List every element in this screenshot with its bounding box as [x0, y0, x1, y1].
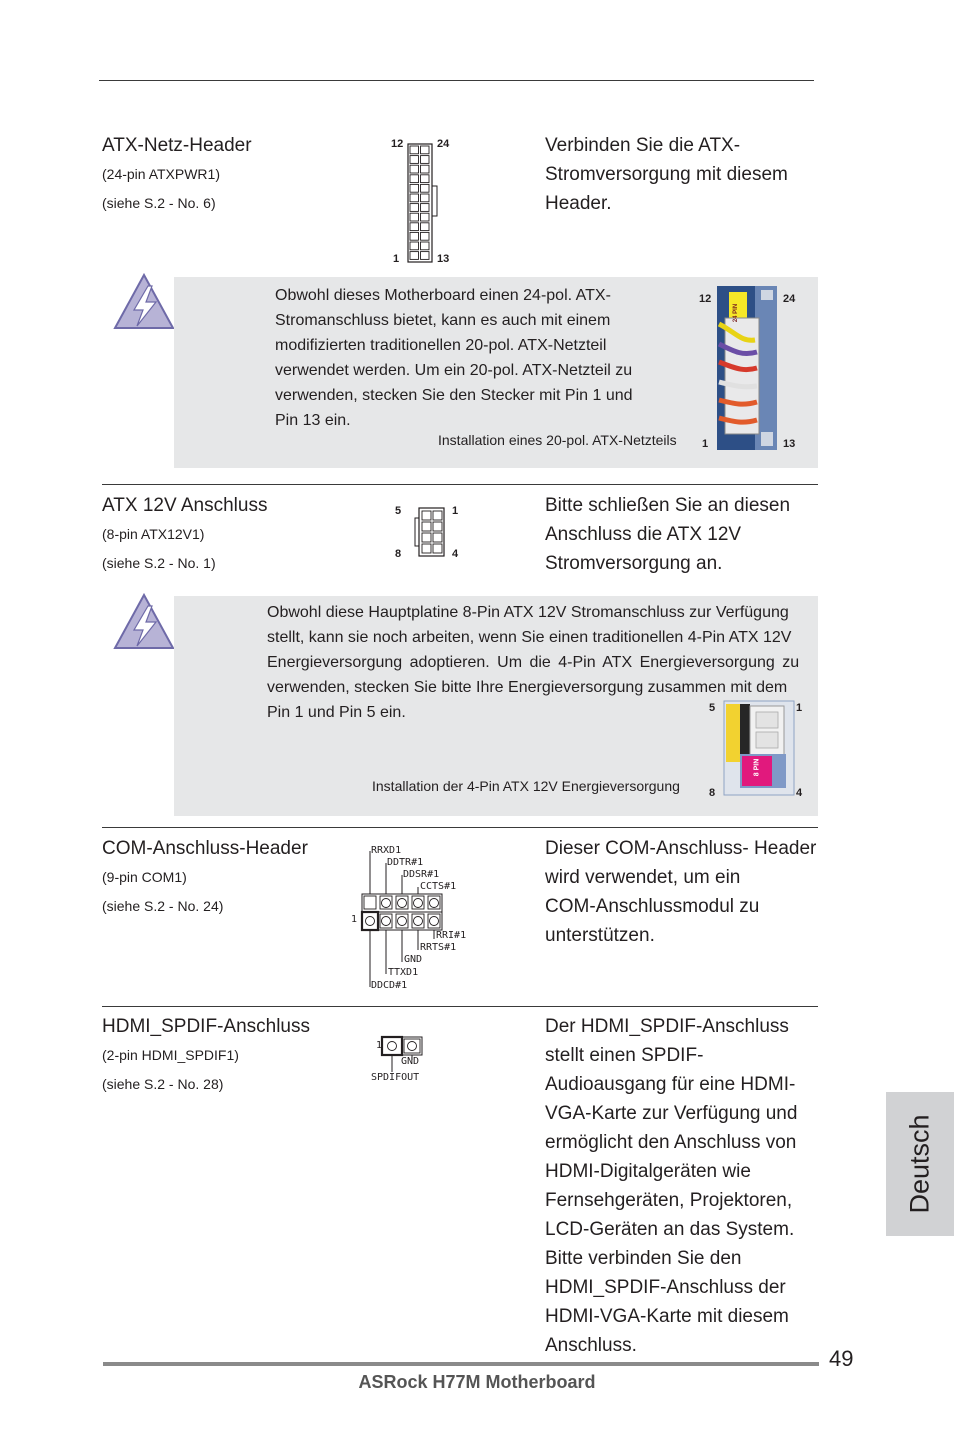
page-number: 49 [829, 1346, 854, 1371]
top-rule [99, 80, 814, 81]
warning-icon [112, 592, 176, 652]
atx-pin-cell [410, 213, 419, 221]
atx-pin-cell [421, 156, 430, 164]
note-line: modifizierten traditionellen 20-pol. ATX-Netzteil [275, 337, 607, 354]
note-line: Obwohl diese Hauptplatine 8-Pin ATX 12V Stromanschluss zur Verfügung [267, 604, 789, 621]
hdmi-description [545, 1012, 797, 1360]
section-rule [102, 484, 818, 485]
photo-pin-13: 13 [783, 438, 796, 450]
section-rule [102, 827, 818, 828]
atx-desc-line: Verbinden Sie die ATX- [545, 135, 741, 156]
atx-pin-info: (24-pin ATXPWR1) [102, 166, 220, 182]
com-desc-line: unterstützen. [545, 925, 655, 946]
hdmi-desc-line: Audioausgang für eine HDMI- [545, 1074, 796, 1095]
atx-pin-cell [421, 194, 430, 202]
hdmi-desc-line: HDMI-Digitalgeräten wie [545, 1161, 751, 1182]
com-connector-diagram [348, 842, 472, 994]
note-line: Stromanschluss bietet, kann es auch mit einem [275, 312, 611, 329]
atx12v-pin-5: 5 [395, 505, 402, 517]
note-line: Obwohl dieses Motherboard einen 24-pol. ATX- [275, 287, 611, 304]
hdmi-label-spdifout: SPDIFOUT [371, 1072, 420, 1083]
atx-install-drawing [695, 282, 805, 454]
atx12v-pin-1: 1 [452, 505, 459, 517]
note-atx12v-caption: Installation der 4-Pin ATX 12V Energieversorgung [372, 778, 680, 794]
atx-pin-cell [421, 213, 430, 221]
atx-24pin-drawing [385, 136, 455, 268]
photo-pin-5: 5 [709, 702, 716, 714]
com-desc-line: Dieser COM-Anschluss- Header [545, 838, 817, 859]
atx12v-pin-8: 8 [395, 548, 402, 560]
atx12v-install-drawing [704, 698, 810, 802]
com-label-ddsr1: DDSR#1 [403, 869, 440, 880]
atx-pin-cell [410, 223, 419, 231]
photo-pin-1: 1 [796, 702, 803, 714]
atx12v-connector-diagram [390, 500, 470, 566]
hdmi-desc-line: VGA-Karte zur Verfügung und [545, 1103, 798, 1124]
language-tab [886, 1092, 954, 1236]
atx12v-pin-info: (8-pin ATX12V1) [102, 526, 205, 542]
photo-24pin-label: 24 PIN [733, 303, 740, 323]
com-label-rri1: RRI#1 [436, 930, 467, 941]
atx-pin-cell [421, 184, 430, 192]
atx12v-ref: (siehe S.2 - No. 1) [102, 555, 216, 571]
atx-pin-cell [410, 242, 419, 250]
hdmi-pin-info: (2-pin HDMI_SPDIF1) [102, 1047, 239, 1063]
atx-pin-1: 1 [393, 253, 400, 265]
photo-pin-8: 8 [709, 787, 716, 799]
atx12v-install-photo [704, 698, 810, 802]
atx-pin-cell [410, 146, 419, 154]
hdmi-desc-line: HDMI_SPDIF-Anschluss der [545, 1277, 786, 1298]
photo-8pin-label: 8 PIN [753, 758, 761, 777]
atx-pin-cell [410, 194, 419, 202]
warning-icon [112, 272, 176, 332]
atx-install-photo [695, 282, 805, 454]
atx-connector-diagram [385, 136, 455, 268]
com-desc-line: COM-Anschlussmodul zu [545, 896, 760, 917]
atx-pin-cell [410, 165, 419, 173]
atx-pin-cell [410, 204, 419, 212]
hdmi-label-gnd: GND [401, 1056, 420, 1067]
hdmi-desc-line: HDMI-VGA-Karte mit diesem [545, 1306, 789, 1327]
com-label-ddtr1: DDTR#1 [387, 857, 424, 868]
atx-pin-cell [410, 184, 419, 192]
atx-pin-12: 12 [391, 138, 404, 150]
hdmi-desc-line: Der HDMI_SPDIF-Anschluss [545, 1016, 789, 1037]
com-label-ttxd1: TTXD1 [388, 967, 419, 978]
hdmi-desc-line: Fernsehgeräten, Projektoren, [545, 1190, 793, 1211]
hdmi-desc-line: stellt einen SPDIF- [545, 1045, 704, 1066]
atx-desc-line: Stromversorgung mit diesem [545, 164, 788, 185]
atx-pin-24: 24 [437, 138, 450, 150]
com-label-gnd: GND [404, 954, 423, 965]
com-ref: (siehe S.2 - No. 24) [102, 898, 224, 914]
atx-pin-cell [421, 232, 430, 240]
com-title: COM-Anschluss-Header [102, 838, 308, 859]
note-line: Pin 1 und Pin 5 ein. [267, 704, 406, 721]
photo-pin-12: 12 [699, 293, 712, 305]
atx12v-title: ATX 12V Anschluss [102, 495, 268, 516]
hdmi-title: HDMI_SPDIF-Anschluss [102, 1016, 310, 1037]
hdmi-desc-line: Anschluss. [545, 1335, 637, 1356]
atx-pin-cell [410, 252, 419, 260]
photo-pin-4: 4 [796, 787, 803, 799]
atx-pin-cell [421, 242, 430, 250]
atx-pin-cell [410, 156, 419, 164]
com-desc-line: wird verwendet, um ein [545, 867, 741, 888]
atx-pin-cell [410, 232, 419, 240]
com-description [545, 834, 816, 950]
atx-pin-cell [410, 175, 419, 183]
hdmi-label-pin1: 1 [376, 1040, 383, 1051]
atx-pin-cell [421, 252, 430, 260]
footer-title: ASRock H77M Motherboard [358, 1372, 596, 1392]
atx-desc-line: Header. [545, 193, 612, 214]
note-line: verwenden, stecken Sie den Stecker mit Pin 1 und [275, 387, 633, 404]
hdmi-desc-line: ermöglicht den Anschluss von [545, 1132, 797, 1153]
hdmi-ref: (siehe S.2 - No. 28) [102, 1076, 224, 1092]
note-line: stellt, kann sie noch arbeiten, wenn Sie einen traditionellen 4-Pin ATX 12V [267, 629, 792, 646]
footer-rule [103, 1362, 819, 1366]
section-rule [102, 1006, 818, 1007]
atx12v-pin-4: 4 [452, 548, 459, 560]
atx-description [545, 131, 788, 218]
com-label-ccts1: CCTS#1 [420, 881, 457, 892]
hdmi-desc-line: LCD-Geräten an das System. [545, 1219, 795, 1240]
atx-title: ATX-Netz-Header [102, 135, 252, 156]
com-label-rrxd1: RRXD1 [371, 845, 402, 856]
atx-pin-13: 13 [437, 253, 450, 265]
photo-pin-24: 24 [783, 293, 796, 305]
atx12v-description [545, 491, 790, 578]
atx12v-desc-line: Anschluss die ATX 12V [545, 524, 742, 545]
hdmi-desc-line: Bitte verbinden Sie den [545, 1248, 742, 1269]
note-line: verwendet werden. Um ein 20-pol. ATX-Netzteil zu [275, 362, 633, 379]
note-line: verwenden, stecken Sie bitte Ihre Energieversorgung zusammen mit dem [267, 679, 788, 696]
atx-pin-cell [421, 175, 430, 183]
note-line: Pin 13 ein. [275, 412, 351, 429]
hdmi-connector-diagram [370, 1034, 440, 1086]
com-pin-info: (9-pin COM1) [102, 869, 187, 885]
note-atx-caption: Installation eines 20-pol. ATX-Netzteils [438, 432, 677, 448]
com-label-pin1: 1 [351, 914, 358, 925]
com-label-rrts1: RRTS#1 [420, 942, 457, 953]
atx12v-desc-line: Stromversorgung an. [545, 553, 723, 574]
atx-pin-cell [421, 204, 430, 212]
note-line: Energieversorgung adoptieren. Um die 4-Pin ATX Energieversorgung zu [267, 654, 800, 671]
language-tab-label: Deutsch [904, 1114, 935, 1214]
note-atx-text [275, 283, 633, 433]
atx12v-desc-line: Bitte schließen Sie an diesen [545, 495, 791, 516]
photo-pin-1: 1 [702, 438, 709, 450]
atx-pin-cell [421, 223, 430, 231]
atx-pin-cell [421, 146, 430, 154]
com-label-ddcd1: DDCD#1 [371, 980, 408, 991]
atx-pin-cell [421, 165, 430, 173]
atx-ref: (siehe S.2 - No. 6) [102, 195, 216, 211]
